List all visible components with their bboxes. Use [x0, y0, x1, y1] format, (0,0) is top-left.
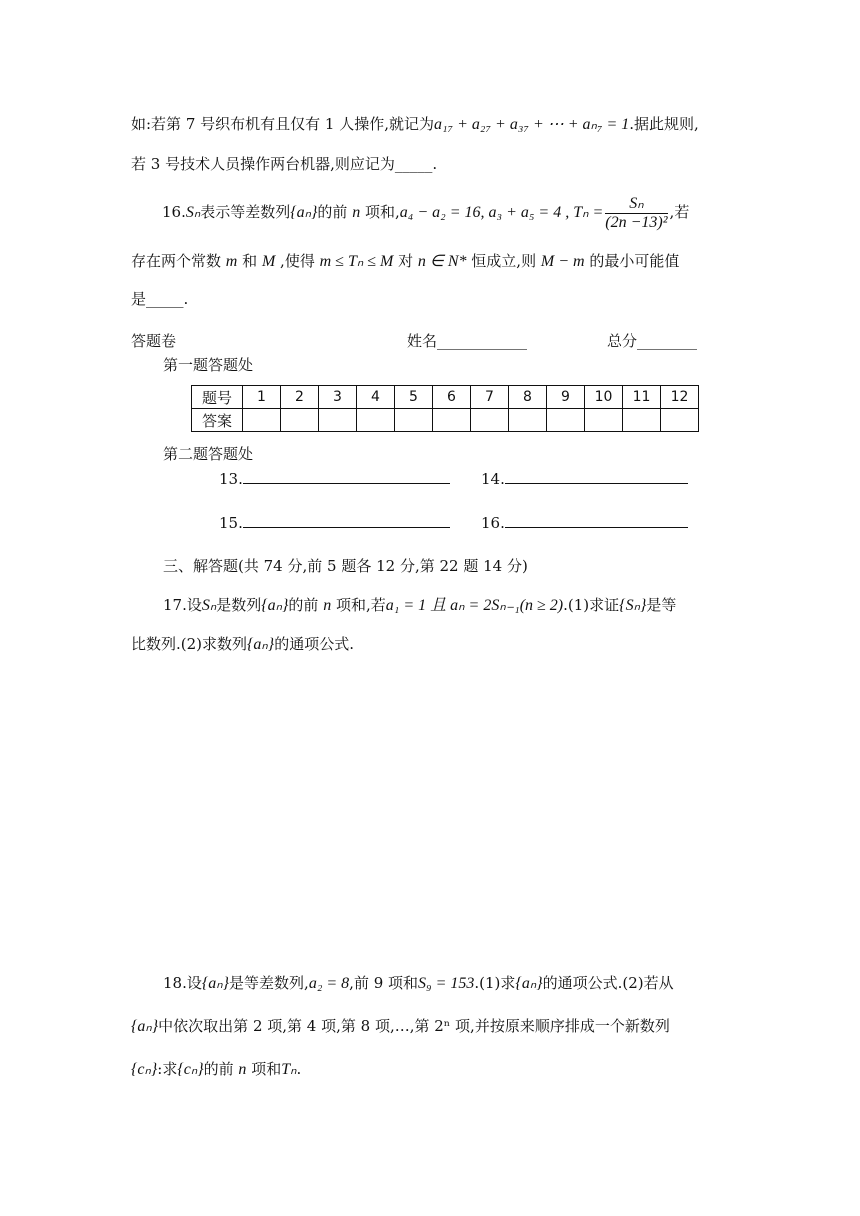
question-number: 4: [357, 386, 395, 409]
section-3-title: 三、解答题(共 74 分,前 5 题各 12 分,第 22 题 14 分): [163, 557, 528, 575]
math-formula: a₁₇ + a₂₇ + a₃₇ + ⋯ + aₙ₇ = 1: [433, 116, 630, 133]
math-inequality: m ≤ Tₙ ≤ M: [319, 253, 394, 270]
math-set: {cₙ}: [177, 1061, 204, 1078]
text: 的最小可能值: [589, 252, 680, 270]
answer-cell[interactable]: [585, 409, 623, 432]
answer-cell[interactable]: [623, 409, 661, 432]
answer-cell[interactable]: [471, 409, 509, 432]
math-m: m: [225, 253, 238, 270]
question-18-line-2: [131, 1015, 670, 1038]
math-tn: Tₙ: [281, 1061, 297, 1078]
text: 是等差数列,: [229, 974, 309, 992]
question-number: 3: [319, 386, 357, 409]
math-set: {cₙ}: [131, 1061, 158, 1078]
question-number: 5: [395, 386, 433, 409]
text: 是等: [646, 596, 677, 614]
row-header-answer: 答案: [192, 409, 243, 432]
answer-grid: [191, 385, 699, 432]
text: 若 3 号技术人员操作两台机器,则应记为_____.: [131, 155, 438, 173]
paragraph-line-1: [131, 113, 699, 136]
answer-cell[interactable]: [509, 409, 547, 432]
text: ,前 9 项和: [349, 974, 419, 992]
paragraph-line-2: [131, 153, 437, 175]
text: 是_____.: [131, 290, 189, 308]
part2-title: 第二题答题处: [163, 445, 254, 463]
question-number: 2: [281, 386, 319, 409]
text: 存在两个常数: [131, 252, 222, 270]
text: 的通项公式.(2)若从: [542, 974, 674, 992]
text: 比数列.(2)求数列: [131, 635, 248, 653]
math-n-set: n ∈ N*: [417, 253, 467, 270]
question-16-line-2: [131, 250, 679, 273]
question-17-line-1: [163, 594, 676, 617]
math-set: {aₙ}: [247, 636, 275, 653]
part1-title: 第一题答题处: [163, 356, 254, 374]
text: 16.: [162, 203, 186, 221]
math-sn: Sₙ: [201, 597, 217, 614]
fraction: [605, 195, 667, 232]
text: 项和: [251, 1060, 282, 1078]
math-sn: Sₙ: [185, 204, 201, 221]
question-18-line-3: [131, 1058, 301, 1081]
fraction-denominator: (2n −13)²: [605, 213, 668, 231]
blank-label: 15.: [219, 514, 243, 532]
text: ,使得: [280, 252, 315, 270]
question-number: 6: [433, 386, 471, 409]
blank-14[interactable]: [481, 468, 688, 490]
answer-cell[interactable]: [243, 409, 281, 432]
answer-cell[interactable]: [661, 409, 699, 432]
math-set: {Sₙ}: [619, 597, 647, 614]
question-18-line-1: [163, 972, 674, 995]
blank-line[interactable]: [243, 469, 450, 484]
answer-cell[interactable]: [433, 409, 471, 432]
text: .(1)求证: [563, 596, 620, 614]
math-n: n: [352, 204, 361, 221]
question-number: 1: [243, 386, 281, 409]
answer-row: [192, 409, 699, 432]
blank-line[interactable]: [505, 469, 688, 484]
blank-label: 16.: [481, 514, 505, 532]
text: 项和,: [365, 203, 400, 221]
question-17-line-2: [131, 633, 354, 656]
blank-label: 13.: [219, 470, 243, 488]
answer-cell[interactable]: [281, 409, 319, 432]
text: 的前: [203, 1060, 234, 1078]
blank-line[interactable]: [243, 513, 450, 528]
math-n: n: [323, 597, 332, 614]
answer-cell[interactable]: [357, 409, 395, 432]
question-number: 8: [509, 386, 547, 409]
question-number: 7: [471, 386, 509, 409]
answer-sheet-title: 答题卷: [131, 332, 177, 350]
math-set: {aₙ}: [515, 975, 543, 992]
math-set: {aₙ}: [201, 975, 230, 992]
row-header-number: 题号: [192, 386, 243, 409]
text: .据此规则,: [629, 115, 699, 133]
math-condition: a₄ − a₂ = 16, a₃ + a₅ = 4 , Tₙ =: [399, 204, 604, 221]
math-set: {aₙ}: [131, 1018, 159, 1035]
blank-label: 14.: [481, 470, 505, 488]
text: 的前: [288, 596, 319, 614]
answer-cell[interactable]: [547, 409, 585, 432]
text: 和: [242, 252, 258, 270]
number-row: [192, 386, 699, 409]
text: 是数列: [216, 596, 262, 614]
text: 表示等差数列: [200, 203, 291, 221]
text: 对: [398, 252, 414, 270]
answer-cell[interactable]: [319, 409, 357, 432]
blank-13[interactable]: [219, 468, 450, 490]
question-16-line-1: [162, 192, 689, 233]
question-number: 11: [623, 386, 661, 409]
math-set: {aₙ}: [261, 597, 289, 614]
text: .(1)求: [474, 974, 516, 992]
math-condition: a₁ = 1 且 aₙ = 2Sₙ₋₁(n ≥ 2): [385, 597, 564, 614]
math-condition: a₂ = 8: [308, 975, 350, 992]
question-number: 12: [661, 386, 699, 409]
text: 如:若第 7 号织布机有且仅有 1 人操作,就记为: [131, 115, 434, 133]
text: :求: [157, 1060, 178, 1078]
name-field[interactable]: 姓名____________: [407, 332, 528, 350]
answer-cell[interactable]: [395, 409, 433, 432]
text: 的前: [317, 203, 348, 221]
fraction-numerator: Sₙ: [605, 195, 667, 214]
math-condition: S₉ = 153: [418, 975, 475, 992]
text: 中依次取出第 2 项,第 4 项,第 8 项,…,第 2ⁿ 项,并按原来顺序排成一个新数列: [158, 1017, 670, 1035]
text: ,若: [669, 203, 690, 221]
math-n: n: [238, 1061, 247, 1078]
blank-15[interactable]: [219, 512, 450, 534]
text: .: [296, 1060, 302, 1078]
score-field[interactable]: 总分________: [607, 332, 698, 350]
question-number: 10: [585, 386, 623, 409]
text: 17.设: [163, 596, 202, 614]
text: 项和,若: [336, 596, 386, 614]
text: 的通项公式.: [274, 635, 354, 653]
question-number: 9: [547, 386, 585, 409]
math-M: M: [261, 253, 276, 270]
text: 恒成立,则: [471, 252, 537, 270]
math-set: {aₙ}: [290, 204, 318, 221]
blank-line[interactable]: [505, 513, 688, 528]
blank-16[interactable]: [481, 512, 688, 534]
question-16-line-3: [131, 288, 188, 310]
text: 18.设: [163, 974, 202, 992]
math-difference: M − m: [540, 253, 585, 270]
